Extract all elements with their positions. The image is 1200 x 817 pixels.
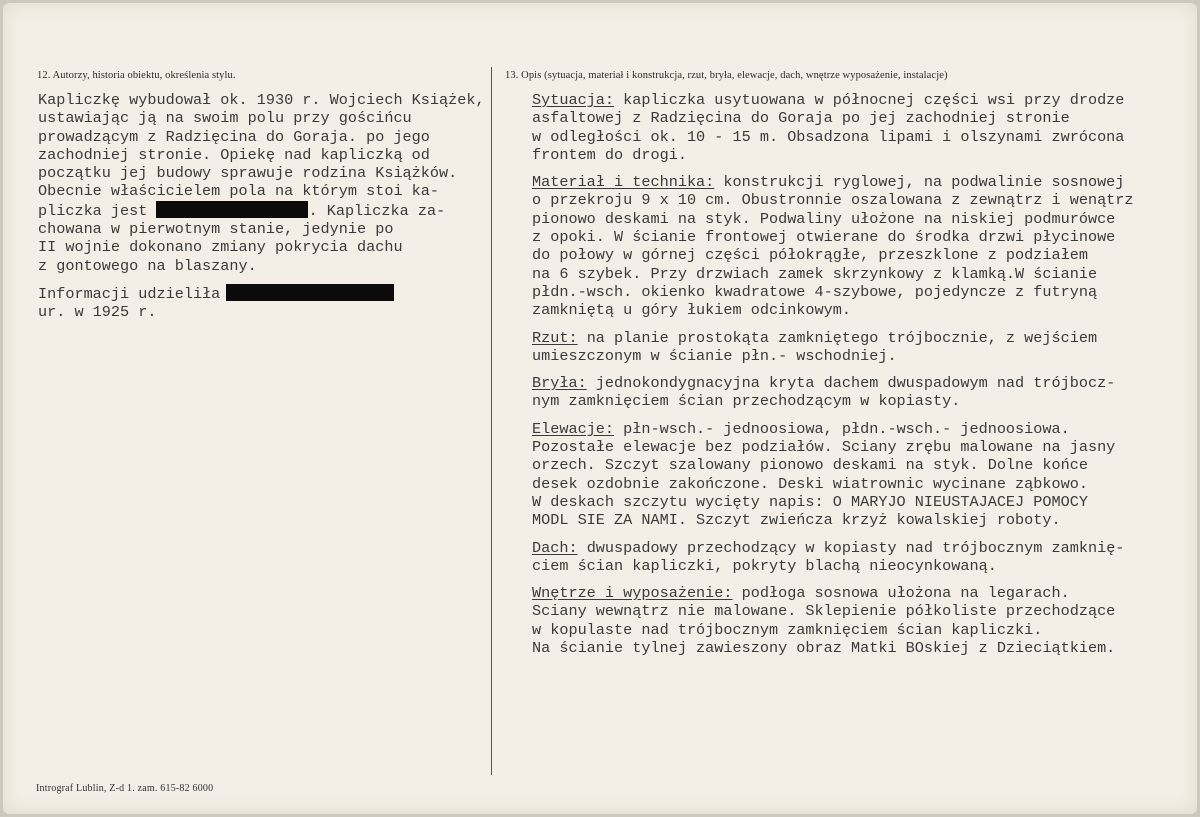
index-card	[3, 3, 1197, 814]
section-12-header: 12. Autorzy, historia obiektu, określenia stylu.	[37, 70, 236, 81]
informant-paragraph	[38, 284, 493, 322]
section-dach	[532, 539, 1172, 576]
section-material	[532, 173, 1172, 319]
section-label: Rzut:	[532, 328, 578, 347]
history-text-end: . Kapliczka za- chowana w pierwotnym stanie, jedynie po II wojnie dokonano zmiany pokrycia dachu z gontowego na blaszany.	[38, 201, 446, 275]
section-elewacje	[532, 420, 1172, 530]
section-text: konstrukcji ryglowej, na podwalinie sosnowej o przekroju 9 x 10 cm. Obustronnie oszalowana z zewnątrz i wenątrz pionowo deskami na styk. Podwaliny ułożone na niskiej podmurówce z opoki. W ścianie frontowej otwierane do środka drzwi płycinowe do połowy w górnej części półokrągłe, przeszklone z podziałem na 6 szybek. Przy drzwiach zamek skrzynkowy z klamką.W ścianie płdn.-wsch. okienko kwadratowe 4-szybowe, pojedyncze z futryną zamkniętą u góry łukiem odcinkowym.	[532, 173, 1134, 320]
section-label: Wnętrze i wyposażenie:	[532, 584, 733, 603]
section-text: podłoga sosnowa ułożona na legarach. Sciany wewnątrz nie malowane. Sklepienie półkoliste przechodzące w kopulaste nad trójbocznym zamknięciem ścian kapliczki. Na ścianie tylnej zawieszony obraz Matki BOskiej z Dzieciątkiem.	[532, 584, 1116, 658]
section-text: płn-wsch.- jednoosiowa, płdn.-wsch.- jednoosiowa. Pozostałe elewacje bez podziałów. Sciany zrębu malowane na jasny orzech. Szczyt szalowany pionowo deskami na styk. Dolne końce desek ozdobnie zakończone. Deski wiatrownic wycinane ząbkowo. W deskach szczytu wycięty napis: O MARYJO NIEUSTAJACEJ POMOCY MODL SIE ZA NAMI. Szczyt zwieńcza krzyż kowalskiej roboty.	[532, 419, 1116, 530]
redaction-owner	[156, 201, 308, 218]
section-bryla	[532, 374, 1172, 411]
section-sytuacja	[532, 91, 1172, 164]
section-label: Sytuacja:	[532, 91, 615, 109]
section-label: Materiał i technika:	[532, 173, 715, 192]
section-label: Elewacje:	[532, 419, 615, 438]
description-column	[532, 91, 1172, 666]
section-label: Dach:	[532, 538, 578, 557]
history-paragraph	[38, 91, 493, 275]
section-text: kapliczka usytuowana w północnej części wsi przy drodze asfaltowej z Radzięcina do Goraja po jej zachodniej stronie w odległości ok. 10 - 15 m. Obsadzona lipami i olszynami zwrócona frontem do drogi.	[532, 91, 1125, 164]
section-text: dwuspadowy przechodzący w kopiasty nad trójbocznym zamknię- ciem ścian kapliczki, pokryty blachą nieocynkowaną.	[532, 538, 1125, 575]
section-label: Bryła:	[532, 374, 587, 393]
informant-label: Informacji udzieliła	[38, 284, 221, 303]
history-column	[38, 91, 493, 331]
informant-birth: ur. w 1925 r.	[38, 303, 157, 322]
printer-footer: Intrograf Lublin, Z-d 1. zam. 615-82 6000	[36, 783, 214, 794]
section-text: jednokondygnacyjna kryta dachem dwuspadowym nad trójbocz- nym zamknięciem ścian przechodzącym w kopiasty.	[532, 374, 1116, 411]
history-text-start: Kapliczkę wybudował ok. 1930 r. Wojciech Książek, ustawiając ją na swoim polu przy gościńcu prowadzącym z Radzięcina do Goraja. po jego zachodniej stronie. Opiekę nad kapliczką od początku jej budowy sprawuje rodzina Książków. Obecnie właścicielem pola na którym stoi ka- pliczka jest	[38, 91, 485, 220]
section-13-header: 13. Opis (sytuacja, materiał i konstrukcja, rzut, bryła, elewacje, dach, wnętrze wyposażenie, instalacje)	[505, 70, 948, 81]
section-wnetrze	[532, 584, 1172, 657]
section-text: na planie prostokąta zamkniętego trójbocznie, z wejściem umieszczonym w ścianie płn.- wschodniej.	[532, 328, 1098, 365]
redaction-informant	[226, 284, 394, 301]
section-rzut	[532, 329, 1172, 366]
